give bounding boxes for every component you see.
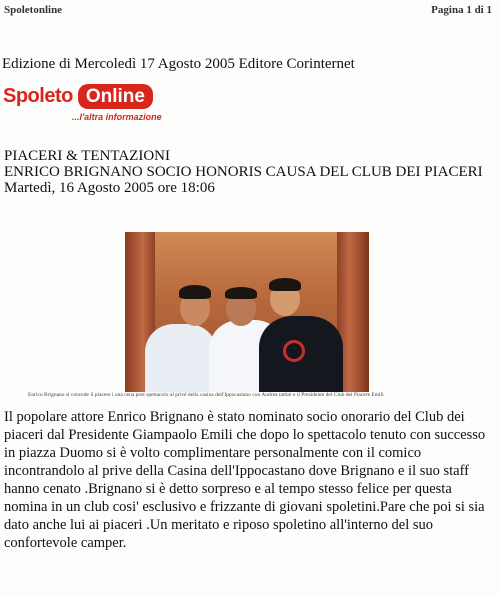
article-body: Il popolare attore Enrico Brignano è stato nominato socio onorario del Club dei piaceri dal Presidente Giampaolo Emili che dopo lo spettacolo tenuto con successo in piazza Duomo si è volto complimentare personalmente con il comico incontrandolo al prive della Casina dell'Ippocastano dove Brignano e il suo staff hanno cenato .Brignano si è detto sorpreso e al tempo stesso felice per questa nomina in un club cosi' esclusivo e frizzante di giovani spoletini.Pare che poi si sia dato anche lui ai piaceri .Un meritato e riposo spoletino all'interno del suo confortevole camper.: [4, 409, 486, 551]
edition-line: Edizione di Mercoledì 17 Agosto 2005 Editore Corinternet: [2, 56, 355, 72]
shirt-logo: [283, 340, 305, 362]
person-left: [145, 324, 217, 392]
logo-tagline: ...l'altra informazione: [72, 112, 162, 122]
article-title: ENRICO BRIGNANO SOCIO HONORIS CAUSA DEL CLUB DEI PIACERI: [4, 164, 483, 180]
site-name: Spoletonline: [4, 4, 63, 16]
page-indicator: Pagina 1 di 1: [431, 4, 492, 16]
spoleto-online-logo[interactable]: [2, 83, 202, 125]
article-section: PIACERI & TENTAZIONI: [4, 148, 171, 164]
logo-word-spoleto: Spoleto: [3, 84, 73, 107]
article-photo: [125, 232, 369, 392]
person-middle-hair: [225, 287, 257, 299]
logo-word-online: Online: [78, 84, 153, 109]
photo-caption: Enrico Brignano si concede il piacere i una cena post spettacolo al privé della casina dell'Ippocastano con Andrea tattini e il Presidente del Club dei Piacere Emili: [28, 392, 384, 398]
person-left-hair: [179, 285, 211, 299]
article-datetime: Martedì, 16 Agosto 2005 ore 18:06: [4, 180, 215, 196]
article-header: [4, 148, 494, 196]
person-right-hair: [269, 278, 301, 291]
